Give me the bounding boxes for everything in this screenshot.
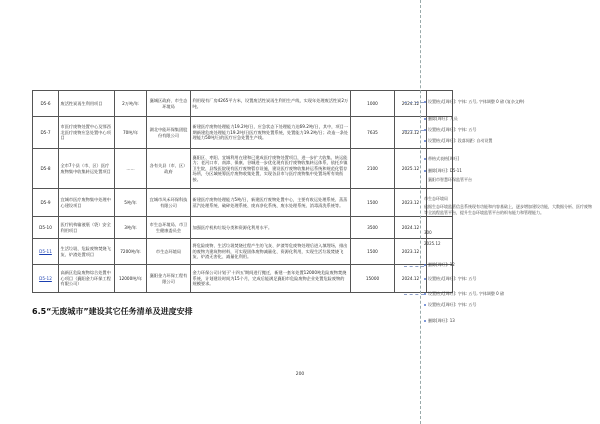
comment-connector (404, 266, 424, 267)
row-id: D5-6 (33, 91, 59, 117)
comment-detail: 市生态环境局 (424, 196, 448, 201)
task-table-body (33, 91, 453, 293)
row-year: 2024.12 (395, 217, 427, 239)
comment-balloon[interactable] (424, 116, 592, 122)
comment-marker-icon (424, 101, 426, 103)
table-row (33, 265, 453, 293)
row-name: 高新区危险废物综合处置中心项目（襄阳金力环保工程有限公司） (59, 265, 115, 293)
table-row (33, 239, 453, 265)
row-id-link[interactable]: D5-11 (39, 248, 52, 254)
row-org: 市生态环境局 (147, 239, 191, 265)
row-capacity: 3吨/年 (115, 217, 147, 239)
row-org: 市生态环境局、市卫生健康委员会 (147, 217, 191, 239)
comment-text: 删除[周旺]: 12 (428, 262, 455, 267)
row-capacity: 5吨/年 (115, 189, 147, 217)
table-row (33, 217, 453, 239)
comment-margin-divider (420, 0, 422, 424)
row-capacity: 2万吨/年 (115, 91, 147, 117)
comment-text: 设置格式[周旺]: 字体: 五号 (428, 302, 477, 307)
comment-marker-icon (424, 278, 426, 280)
table-row (33, 149, 453, 189)
row-id[interactable] (33, 265, 59, 293)
row-desc: 襄阳区、枣阳、宜城利用在建和已建成医疗废物处置项目，进一步扩大收集、转运能力；老河口市、南漳、保康、谷城进一步优化现有医疗废物收集转运体系，依托乡镇卫生院，县级医院现有医疗废物暂存设施，建设医疗废物收集转运系统和规范化暂存场所，分区域统筹医疗废物收集处置，实现各县市与医疗废物集中处置场所有效衔接。 (191, 149, 351, 189)
row-id: D5-10 (33, 217, 59, 239)
row-invest: 7635 (351, 117, 395, 149)
comment-connector (404, 130, 424, 131)
comment-balloon[interactable] (424, 302, 592, 308)
comment-balloon[interactable] (424, 127, 592, 133)
row-capacity: …… (115, 149, 147, 189)
table-row (33, 91, 453, 117)
comment-text: 删除[周旺]: 人员 (428, 116, 458, 121)
comment-text: 设置格式[周旺]: 字体: 五号 (428, 276, 477, 281)
row-invest: 3500 (351, 217, 395, 239)
row-name: 医疗机构输液瓶（袋）安全利用项目 (59, 217, 115, 239)
comment-balloon[interactable] (424, 99, 592, 105)
comment-connector (404, 102, 424, 103)
row-name: 市医疗废物处置中心及鄂西北医疗废物应急处置中心项目 (59, 117, 115, 149)
comment-text: 设置格式[周旺]: 字体: 五号, 字体调整 0 磅 (428, 291, 504, 296)
row-desc: 新建医疗废物处理能力19.2吨/日，应急状态下处理能力达69.2吨/日，其中，项目一期新建危废处理能力19.2吨/日医疗废物处置系统，处置能力19.2吨/日；改造一条处理能力50吨/日的医疗应急处置生产线。 (191, 117, 351, 149)
comment-detail: 300 (424, 230, 432, 235)
row-invest: 1500 (351, 189, 395, 217)
comment-balloon[interactable] (424, 168, 592, 174)
row-desc: 新建医疗废物处理能力5吨/日，新建医疗废物处置中心，主要有收运处理系统、蒸蒸蒸汽处理系统、破碎处理系统、废弃净化系统、废水处理系统、消毒清洗系统等。 (191, 189, 351, 217)
row-id-link[interactable]: D5-12 (39, 275, 52, 281)
comment-marker-icon (424, 140, 426, 142)
comment-text: 删除[周旺]: D5-11 (428, 168, 462, 173)
comment-marker-icon (424, 320, 426, 322)
row-name: 宜城市医疗废物集中处理中心建设项目 (59, 189, 115, 217)
row-id: D5-8 (33, 149, 59, 189)
comment-marker-icon (424, 158, 426, 160)
row-org: 湖北中能环保集团股份有限公司 (147, 117, 191, 149)
comment-balloon[interactable] (424, 138, 592, 144)
comment-detail: 襄阳市智慧环保监管平台 (428, 177, 472, 182)
comment-marker-icon (424, 170, 426, 172)
comment-balloon[interactable] (424, 276, 592, 282)
comment-detail: 2025.12 (424, 241, 441, 246)
row-year: 2024.12 (395, 91, 427, 117)
comment-detail: 依据生态环境监管信息系统现有功能和内容基础上，逐步增加建设功能，大数据分析、医疗废物等全流程监管平台，提升生态环境监管平台的织布能力和管理能力。 (424, 204, 592, 215)
comment-text: 删除[周旺]: 13 (428, 318, 455, 323)
row-desc: 将危险废物、生活垃圾焚烧过程产生的飞灰、炉渣等危废物处理后进入填埋场，排出的废物为建筑物材料，可实现固体废物减量化、资源化利用，实现生活垃圾焚烧飞灰、炉渣无害化、减量化利用。 (191, 239, 351, 265)
table-row (33, 117, 453, 149)
row-org: 襄城区政府、市生态环境局 (147, 91, 191, 117)
row-desc: 金力环保公司计划于'十四五'期间进行搬迁，新建一套年处置12000吨危险废物焚烧系统，计划建设时间为15个月，完成后能满足襄阳市危险废物企业处置危险废物的规模要求。 (191, 265, 351, 293)
row-invest: 1500 (351, 239, 395, 265)
row-name: 全市7个县（市、区）医疗废物集中收集转运处置项目 (59, 149, 115, 189)
row-desc: 利用现有厂房4265平方米，设置废活性炭再生利用生产线，实现年处理废活性炭2万吨。 (191, 91, 351, 117)
comment-balloon[interactable] (424, 262, 592, 268)
row-id[interactable] (33, 239, 59, 265)
row-year: 2023.12 (395, 239, 427, 265)
row-org: 襄阳金力环保工程有限公司 (147, 265, 191, 293)
comment-text: 设置格式[周旺]: 段落间距: 自动设置 (428, 138, 493, 143)
row-year: 2025.12 (395, 149, 427, 189)
page-number: 200 (295, 372, 305, 377)
row-id: D5-9 (33, 189, 59, 217)
row-invest: 1000 (351, 91, 395, 117)
table-row (33, 189, 453, 217)
comment-marker-icon (424, 293, 426, 295)
row-invest: 15000 (351, 265, 395, 293)
row-year: 2023.12 (395, 117, 427, 149)
row-capacity: 12000吨/年 (115, 265, 147, 293)
row-year: 2024.12 (395, 265, 427, 293)
comment-text: 设置格式[周旺]: 字体: 五号 (428, 127, 477, 132)
row-name: 生活垃圾、危险废物焚烧飞灰、炉渣处置项目 (59, 239, 115, 265)
comment-marker-icon (424, 304, 426, 306)
row-id: D5-7 (33, 117, 59, 149)
comment-balloon[interactable] (424, 291, 592, 297)
comment-balloon[interactable] (424, 318, 592, 324)
row-year: 2023.12 (395, 189, 427, 217)
section-heading: 6.5“无废城市”建设其它任务清单及进度安排 (32, 307, 193, 316)
row-desc: 加强医疗机构垃圾分类和资源化利用水平。 (191, 217, 351, 239)
row-capacity: 7200吨/年 (115, 239, 147, 265)
comment-marker-icon (424, 118, 426, 120)
comment-marker-icon (424, 129, 426, 131)
row-org: 各有关县（市、区）政府 (147, 149, 191, 189)
row-capacity: 70吨/年 (115, 117, 147, 149)
comment-text: 带格式表格[周旺] (428, 156, 460, 161)
row-name: 废活性炭再生利用项目 (59, 91, 115, 117)
comment-marker-icon (424, 264, 426, 266)
row-invest: 2100 (351, 149, 395, 189)
comment-connector (404, 294, 424, 295)
task-table (32, 90, 453, 293)
comment-balloon[interactable] (424, 156, 592, 162)
row-org: 宜城市风禾环保科技有限公司 (147, 189, 191, 217)
comment-text: 设置格式[周旺]: 字体: 五号, 字体调整 0 磅 (复杂文种) (428, 99, 525, 104)
